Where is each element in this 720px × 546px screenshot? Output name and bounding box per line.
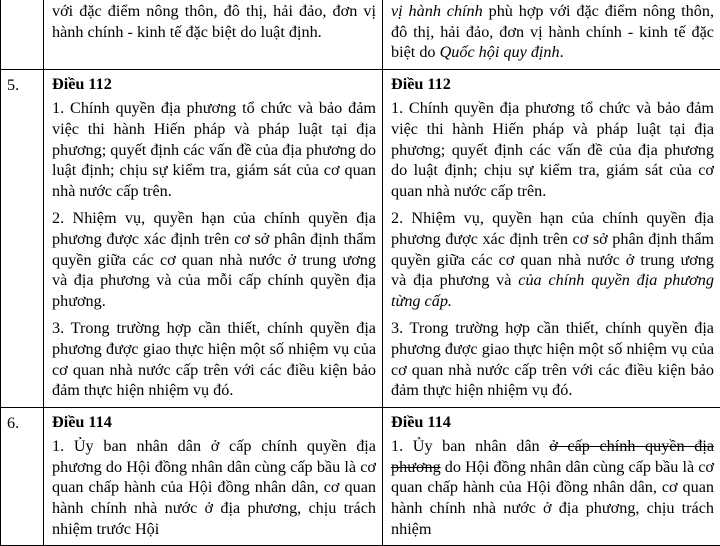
amended-text-cell: [383, 407, 720, 546]
table-row: [1, 0, 720, 69]
paragraph-text: do Hội đồng nhân dân cùng cấp bầu là cơ quan chấp hành của Hội đồng nhân dân, cơ quan hành chính nhà nước ở địa phương, chịu trách nhiệm: [391, 458, 714, 538]
paragraph: 3. Trong trường hợp cần thiết, chính quyền địa phương được giao thực hiện một số nhiệm vụ của cơ quan nhà nước cấp trên với các điều kiện bảo đảm thực hiện nhiệm vụ đó.: [52, 318, 376, 400]
article-title: Điều 112: [52, 74, 376, 95]
original-text-cell: [44, 69, 383, 407]
paragraph: [391, 436, 714, 539]
table-row: [1, 407, 720, 546]
deleted-text: ở cấp chính quyền địa phương: [391, 437, 714, 476]
row-number: 6.: [7, 414, 19, 432]
paragraph: 3. Trong trường hợp cần thiết, chính quyền địa phương được giao thực hiện một số nhiệm vụ của cơ quan nhà nước cấp trên với các điều kiện bảo đảm thực hiện nhiệm vụ đó.: [391, 318, 714, 400]
original-text-cell: [44, 0, 383, 69]
paragraph: 2. Nhiệm vụ, quyền hạn của chính quyền địa phương được xác định trên cơ sở phân định thẩm quyền giữa các cơ quan nhà nước ở trung ương và địa phương và của mỗi cấp chính quyền địa phương.: [52, 208, 376, 311]
amended-italic-text: Quốc hội quy định: [440, 43, 560, 61]
amended-italic-text: của chính quyền địa phương từng cấp.: [391, 271, 714, 310]
row-number-cell: [1, 0, 44, 69]
row-number-cell: [1, 69, 44, 407]
paragraph-text: 2. Nhiệm vụ, quyền hạn của chính quyền địa phương được xác định trên cơ sở phân định thẩm quyền giữa các cơ quan nhà nước ở trung ương và địa phương và: [391, 209, 714, 289]
paragraph-text: .: [560, 43, 564, 61]
original-text-cell: [44, 407, 383, 546]
article-title: Điều 114: [52, 412, 376, 433]
row-number: 5.: [7, 76, 19, 94]
paragraph: 1. Ủy ban nhân dân ở cấp chính quyền địa phương do Hội đồng nhân dân cùng cấp bầu là cơ quan chấp hành của Hội đồng nhân dân, cơ quan hành chính nhà nước ở địa phương, chịu trách nhiệm trước Hội: [52, 436, 376, 539]
paragraph-text: 1. Ủy ban nhân dân: [391, 437, 549, 455]
amended-text-cell: [383, 69, 720, 407]
amended-text-cell: [383, 0, 720, 69]
paragraph: 1. Chính quyền địa phương tổ chức và bảo đảm việc thi hành Hiến pháp và pháp luật tại địa phương; quyết định các vấn đề của địa phương do luật định; chịu sự kiểm tra, giám sát của cơ quan nhà nước cấp trên.: [391, 98, 714, 201]
article-title: Điều 112: [391, 74, 714, 95]
row-number-cell: [1, 407, 44, 546]
paragraph-text: phù hợp với đặc điểm nông thôn, đô thị, hải đảo, đơn vị hành chính - kinh tế đặc biệt do: [391, 2, 714, 61]
table-row: [1, 69, 720, 407]
paragraph: với đặc điểm nông thôn, đô thị, hải đảo, đơn vị hành chính - kinh tế đặc biệt do luật định.: [52, 1, 376, 42]
article-title: Điều 114: [391, 412, 714, 433]
paragraph: [391, 1, 714, 63]
amended-italic-text: vị hành chính: [391, 2, 483, 20]
paragraph: 1. Chính quyền địa phương tổ chức và bảo đảm việc thi hành Hiến pháp và pháp luật tại địa phương; quyết định các vấn đề của địa phương do luật định; chịu sự kiểm tra, giám sát của cơ quan nhà nước cấp trên.: [52, 98, 376, 201]
paragraph: [391, 208, 714, 311]
